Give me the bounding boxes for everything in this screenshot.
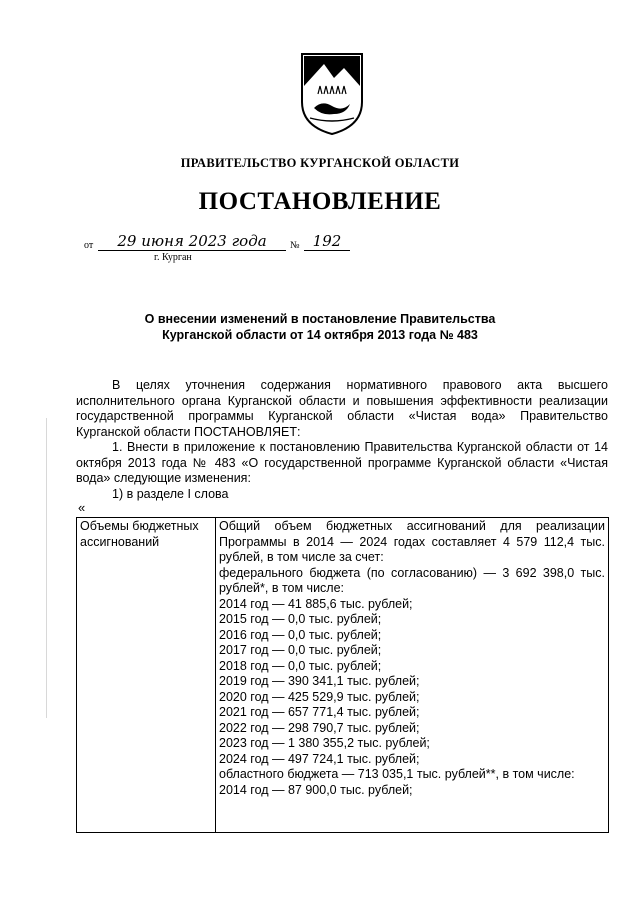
year-line-2018: 2018 год — 0,0 тыс. рублей; [219, 658, 382, 673]
number-prefix: № [290, 240, 300, 251]
subject-line-1: О внесении изменений в постановление Правительства [144, 312, 496, 326]
year-line-2023: 2023 год — 1 380 355,2 тыс. рублей; [219, 736, 430, 750]
regional-budget-line: областного бюджета — 713 035,1 тыс. рублей**, в том числе: [219, 767, 575, 781]
year-line-2016: 2016 год — 0,0 тыс. рублей; [219, 627, 382, 642]
document-subject [0, 311, 640, 343]
budget-table [76, 517, 609, 833]
subject-line-2: Курганской области от 14 октября 2013 года № 483 [162, 328, 478, 342]
budget-details-cell [216, 518, 609, 833]
date-prefix: от [84, 240, 94, 251]
clause-1-1-paragraph: 1) в разделе I слова [112, 486, 229, 501]
year-line-2021: 2021 год — 657 771,4 тыс. рублей; [219, 705, 420, 719]
document-type-title: ПОСТАНОВЛЕНИЕ [198, 188, 442, 215]
federal-budget-line: федерального бюджета (по согласованию) — 3 692 398,0 тыс. рублей*, в том числе: [219, 565, 605, 595]
table-row [77, 518, 609, 833]
budget-label-cell: Объемы бюджетных ассигнований [77, 518, 216, 833]
year-line-2017: 2017 год — 0,0 тыс. рублей; [219, 643, 382, 657]
city-label: г. Курган [154, 252, 192, 263]
date-number-line [84, 232, 384, 254]
government-name: ПРАВИТЕЛЬСТВО КУРГАНСКОЙ ОБЛАСТИ [180, 156, 460, 170]
handwritten-number: 192 [304, 232, 350, 251]
kurgan-coat-of-arms-icon [300, 52, 364, 136]
year-line-2024: 2024 год — 497 724,1 тыс. рублей; [219, 751, 420, 766]
year-line-2015: 2015 год — 0,0 тыс. рублей; [219, 612, 382, 626]
document-body [76, 378, 608, 502]
year-line-2020: 2020 год — 425 529,9 тыс. рублей; [219, 689, 420, 704]
year-line-2014: 2014 год — 41 885,6 тыс. рублей; [219, 596, 413, 611]
year-line-2022: 2022 год — 298 790,7 тыс. рублей; [219, 720, 420, 735]
handwritten-date: 29 июня 2023 года [98, 232, 286, 251]
regional-year-line-2014: 2014 год — 87 900,0 тыс. рублей; [219, 782, 413, 797]
budget-intro: Общий объем бюджетных ассигнований для реализации Программы в 2014 — 2024 годах составляет 4 579 112,4 тыс. рублей, в том числе за счет: [219, 519, 605, 564]
opening-quote: « [78, 500, 86, 515]
year-line-2019: 2019 год — 390 341,1 тыс. рублей; [219, 674, 420, 688]
scan-artifact-line [46, 418, 47, 718]
budget-details-clip [219, 519, 605, 832]
preamble-paragraph: В целях уточнения содержания нормативного правового акта высшего исполнительного органа Курганской области и повышения эффективности реализации государственной программы Курганской области «Чистая вода» Правительство Курганской области ПОСТАНОВЛЯЕТ: [76, 378, 608, 439]
clause-1-paragraph: 1. Внести в приложение к постановлению Правительства Курганской области от 14 октября 2013 года № 483 «О государственной программе Курганской области «Чистая вода» следующие изменения: [76, 440, 608, 485]
